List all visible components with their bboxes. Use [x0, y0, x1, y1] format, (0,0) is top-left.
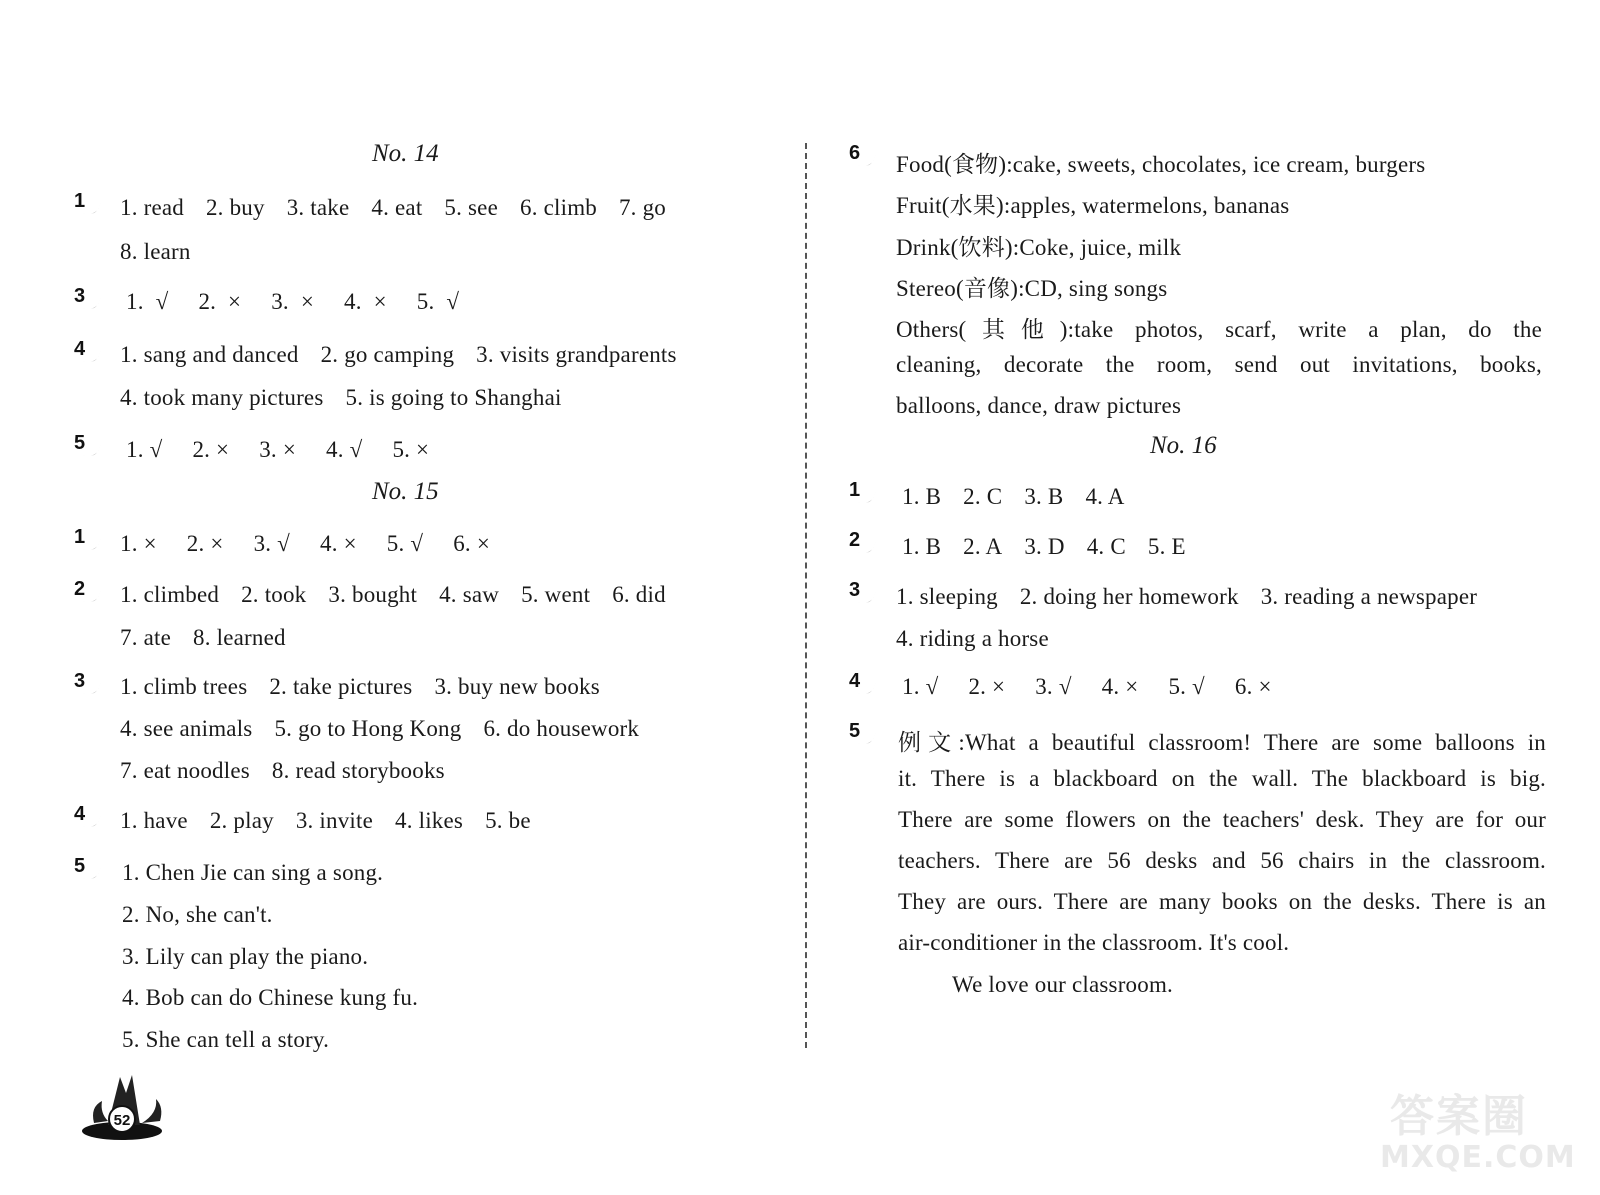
- question-badge-1: [845, 477, 879, 511]
- answer-line: [902, 534, 1186, 560]
- answer-line: Food(食物):cake, sweets, chocolates, ice cream, burgers: [896, 152, 1426, 177]
- answer-item: 5. √: [416, 289, 460, 314]
- essay-line: They are ours. There are many books on the desks. There is an: [898, 889, 1546, 914]
- question-badge-1: [70, 188, 104, 222]
- question-badge-2: [70, 576, 104, 610]
- svg-text:4: 4: [849, 670, 861, 692]
- answer-line: Drink(饮料):Coke, juice, milk: [896, 235, 1182, 260]
- answer-item: 5. be: [485, 808, 531, 833]
- svg-text:5: 5: [74, 432, 86, 454]
- answer-item: 1. B: [902, 484, 942, 509]
- answer-line: Others(其他):take photos, scarf, write a plan, do the: [896, 317, 1542, 342]
- page-number-mascot: [80, 1063, 170, 1143]
- answer-line: [126, 437, 429, 463]
- essay-line: There are some flowers on the teachers' desk. They are for our: [898, 807, 1546, 832]
- answer-item: 5. ×: [392, 437, 430, 462]
- answer-item: 3. visits grandparents: [476, 342, 677, 367]
- answer-item: 1. √: [902, 674, 939, 699]
- question-badge-4: [70, 336, 104, 370]
- answer-item: 2. ×: [198, 289, 242, 314]
- answer-item: 2. took: [241, 582, 307, 607]
- answer-item: 5. is going to Shanghai: [345, 385, 562, 410]
- answer-line: 4. Bob can do Chinese kung fu.: [122, 985, 419, 1010]
- question-badge-3: [845, 577, 879, 611]
- answer-line: [120, 342, 677, 368]
- essay-line: teachers. There are 56 desks and 56 chairs in the classroom.: [898, 848, 1546, 873]
- answer-item: 8. learn: [120, 239, 191, 264]
- essay-line: air-conditioner in the classroom. It's cool.: [898, 930, 1290, 955]
- svg-text:4: 4: [74, 803, 86, 825]
- section-title-no14: No. 14: [372, 140, 439, 167]
- answer-item: 7. ate: [120, 625, 172, 650]
- svg-text:1: 1: [74, 190, 86, 212]
- question-badge-1: [70, 524, 104, 558]
- section-title-no15: No. 15: [372, 478, 439, 505]
- answer-line: [120, 625, 286, 651]
- answer-item: 1. sang and danced: [120, 342, 299, 367]
- svg-text:3: 3: [74, 670, 86, 692]
- answer-item: 3. ×: [259, 437, 296, 462]
- answer-item: 2. A: [963, 534, 1003, 559]
- answer-item: 3. invite: [295, 808, 374, 833]
- answer-line: [902, 484, 1125, 510]
- answer-item: 3. reading a newspaper: [1260, 584, 1478, 609]
- question-badge-6: [845, 140, 879, 174]
- answer-item: 1. climb trees: [120, 674, 248, 699]
- answer-item: 1. √: [126, 289, 169, 314]
- answer-item: 4. eat: [371, 195, 423, 220]
- answer-line: [902, 674, 1272, 700]
- answer-item: 8. learned: [193, 625, 286, 650]
- answer-item: 4. ×: [320, 531, 357, 556]
- answer-item: 1. ×: [120, 531, 157, 556]
- question-badge-5: [70, 430, 104, 464]
- answer-line: cleaning, decorate the room, send out invitations, books,: [896, 352, 1542, 377]
- answer-item: 3. D: [1024, 534, 1065, 559]
- answer-item: 2. play: [209, 808, 274, 833]
- svg-text:2: 2: [74, 578, 86, 600]
- svg-text:1: 1: [849, 479, 861, 501]
- answer-item: 2. C: [963, 484, 1003, 509]
- answer-item: 5. √: [1168, 674, 1205, 699]
- question-badge-5: [845, 718, 879, 752]
- answer-line: [120, 195, 666, 221]
- answer-line: [120, 385, 562, 411]
- answer-item: 5. see: [444, 195, 498, 220]
- answer-item: 4. likes: [395, 808, 464, 833]
- answer-item: 2. go camping: [320, 342, 455, 367]
- svg-text:3: 3: [849, 579, 861, 601]
- answer-line: [120, 716, 639, 742]
- question-badge-4: [845, 668, 879, 702]
- answer-item: 1. B: [902, 534, 942, 559]
- question-badge-5: [70, 853, 104, 887]
- answer-item: 2. buy: [205, 195, 265, 220]
- question-badge-2: [845, 527, 879, 561]
- essay-line: 例文:What a beautiful classroom! There are some balloons in: [898, 730, 1546, 755]
- answer-item: 4. √: [326, 437, 363, 462]
- answer-item: 1. have: [120, 808, 188, 833]
- answer-item: 4. ×: [1101, 674, 1139, 699]
- answer-item: 3. bought: [328, 582, 418, 607]
- answer-item: 6. did: [612, 582, 666, 607]
- answer-line: [896, 626, 1049, 652]
- answer-item: 2. ×: [186, 531, 224, 556]
- watermark-bottom: MXQE.COM: [1380, 1140, 1576, 1175]
- answer-item: 2. ×: [192, 437, 230, 462]
- answer-item: 4. see animals: [120, 716, 253, 741]
- answer-item: 2. ×: [968, 674, 1006, 699]
- watermark-top: 答案圈: [1390, 1091, 1528, 1142]
- answer-item: 4. took many pictures: [120, 385, 324, 410]
- answer-line: [120, 582, 666, 608]
- answer-line: Fruit(水果):apples, watermelons, bananas: [896, 193, 1290, 218]
- answer-item: 3. √: [253, 531, 290, 556]
- answer-item: 4. C: [1086, 534, 1126, 559]
- answer-line: 5. She can tell a story.: [122, 1027, 330, 1052]
- answer-line: [120, 239, 191, 265]
- svg-text:5: 5: [74, 855, 86, 877]
- answer-item: 7. go: [618, 195, 666, 220]
- answer-item: 1. climbed: [120, 582, 220, 607]
- answer-item: 4. saw: [439, 582, 500, 607]
- answer-line: [126, 289, 459, 315]
- answer-item: 6. ×: [1234, 674, 1272, 699]
- answer-item: 6. do housework: [483, 716, 640, 741]
- answer-item: 3. buy new books: [434, 674, 600, 699]
- svg-text:3: 3: [74, 285, 86, 307]
- question-badge-4: [70, 801, 104, 835]
- page-number: 52: [113, 1112, 131, 1129]
- watermark: [1380, 1080, 1576, 1180]
- answer-item: 5. E: [1147, 534, 1186, 559]
- answer-line: 2. No, she can't.: [122, 902, 273, 927]
- answer-item: 6. climb: [520, 195, 597, 220]
- answer-line: [896, 584, 1477, 610]
- question-badge-3: [70, 668, 104, 702]
- answer-item: 1. √: [126, 437, 163, 462]
- section-title-no16: No. 16: [1150, 432, 1217, 459]
- svg-text:2: 2: [849, 529, 861, 551]
- answer-line: [120, 758, 445, 784]
- answer-line: 1. Chen Jie can sing a song.: [122, 860, 384, 885]
- answer-item: 5. √: [386, 531, 424, 556]
- question-badge-3: [70, 283, 104, 317]
- answer-line: [120, 674, 600, 700]
- answer-item: 7. eat noodles: [120, 758, 250, 783]
- answer-item: 8. read storybooks: [271, 758, 445, 783]
- answer-item: 4. riding a horse: [896, 626, 1049, 651]
- answer-item: 3. B: [1024, 484, 1064, 509]
- answer-item: 1. sleeping: [896, 584, 998, 609]
- answer-item: 2. doing her homework: [1019, 584, 1239, 609]
- svg-text:1: 1: [74, 526, 86, 548]
- answer-item: 3. √: [1035, 674, 1072, 699]
- essay-closing: We love our classroom.: [952, 972, 1173, 997]
- answer-item: 4. A: [1085, 484, 1125, 509]
- essay-line: it. There is a blackboard on the wall. The blackboard is big.: [898, 766, 1546, 791]
- answer-item: 5. go to Hong Kong: [274, 716, 462, 741]
- answer-item: 6. ×: [453, 531, 490, 556]
- answer-item: 3. ×: [271, 289, 314, 314]
- answer-item: 1. read: [120, 195, 184, 220]
- answer-item: 3. take: [286, 195, 350, 220]
- svg-text:5: 5: [849, 720, 861, 742]
- answer-line: 3. Lily can play the piano.: [122, 944, 369, 969]
- answer-line: [120, 531, 490, 557]
- svg-text:6: 6: [849, 142, 861, 164]
- column-divider: [805, 143, 807, 1048]
- answer-line: balloons, dance, draw pictures: [896, 393, 1182, 418]
- svg-text:4: 4: [74, 338, 86, 360]
- answer-line: Stereo(音像):CD, sing songs: [896, 276, 1168, 301]
- answer-line: [120, 808, 531, 834]
- answer-item: 5. went: [521, 582, 591, 607]
- answer-item: 4. ×: [344, 289, 387, 314]
- answer-item: 2. take pictures: [269, 674, 413, 699]
